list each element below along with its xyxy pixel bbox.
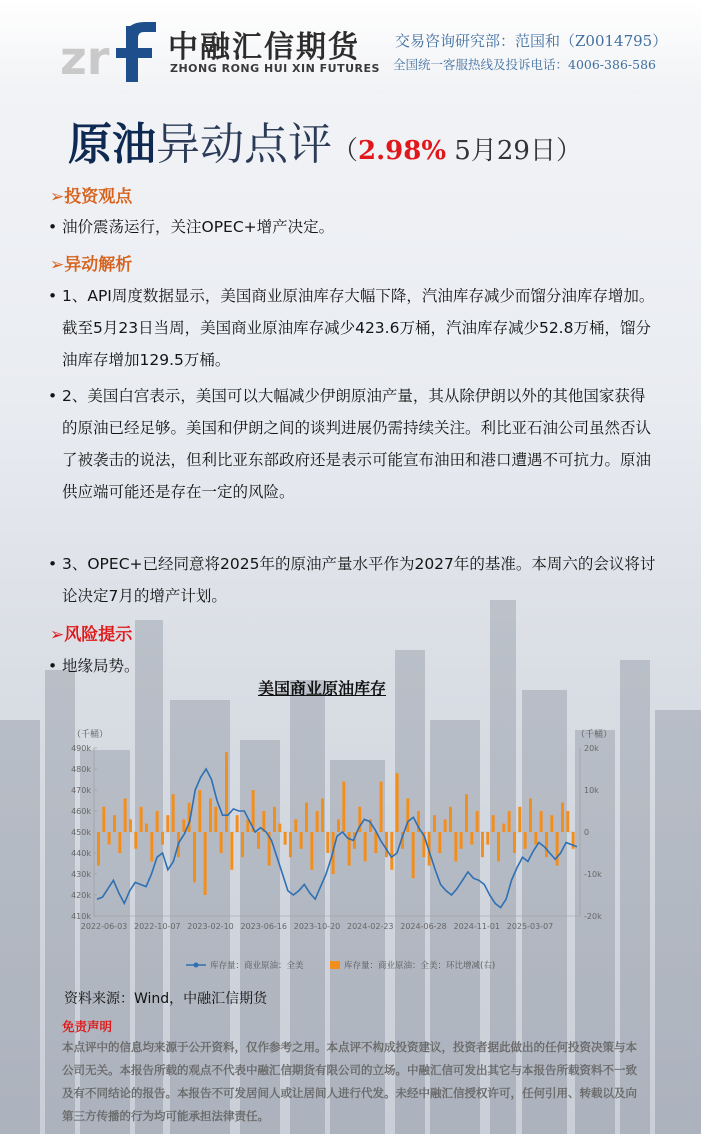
chart-legend (186, 960, 495, 971)
bar-weekly-change (540, 811, 543, 832)
crude-inventory-chart (68, 720, 618, 980)
bar-weekly-change (134, 832, 137, 849)
bar-weekly-change (502, 824, 505, 832)
bar-weekly-change (150, 832, 153, 861)
bar-weekly-change (108, 832, 111, 845)
bullet: • (48, 287, 58, 305)
bar-weekly-change (182, 819, 185, 832)
x-tick-label: 2023-06-16 (240, 922, 287, 931)
bar-weekly-change (497, 832, 500, 861)
bar-weekly-change (310, 832, 313, 870)
bar-weekly-change (278, 824, 281, 832)
bar-weekly-change (534, 832, 537, 845)
bar-weekly-change (412, 832, 415, 878)
bar-weekly-change (566, 811, 569, 832)
bar-weekly-change (225, 752, 228, 832)
bar-weekly-change (518, 807, 521, 832)
bar-weekly-change (321, 798, 324, 832)
bar-weekly-change (513, 832, 516, 853)
bar-weekly-change (374, 832, 377, 853)
company-name-en: ZHONG RONG HUI XIN FUTURES (170, 62, 380, 75)
y-right-tick-label: 0 (584, 828, 590, 837)
y-left-tick-label: 420k (71, 891, 91, 900)
y-right-tick-label: -20k (584, 912, 602, 921)
bullet: • (48, 218, 58, 236)
y-left-tick-label: 450k (71, 828, 91, 837)
analysis-paragraph-1 (48, 280, 658, 376)
bar-weekly-change (326, 832, 329, 853)
disclaimer-text: 本点评中的信息均来源于公开资料，仅作参考之用。本点评不构成投资建议，投资者据此做出的任何投资决策与本公司无关。本报告所载的观点不代表中融汇信期货有限公司的立场。中融汇信可发出其它与本报告所载资料不一致及有不同结论的报告。本报告不可发居间人或让居间人进行代发。未经中融汇信授权许可，任何引用、转载以及向第三方传播的行为均可能承担法律责任。 (62, 1040, 637, 1123)
bar-weekly-change (396, 773, 399, 832)
page-header (0, 0, 701, 95)
bar-weekly-change (166, 815, 169, 832)
bar-weekly-change (348, 832, 351, 866)
bullet: • (48, 555, 58, 573)
bar-weekly-change (465, 794, 468, 832)
y-right-tick-label: 10k (584, 786, 599, 795)
analysis-text-2: 2、美国白宫表示，美国可以大幅减少伊朗原油产量，其从除伊朗以外的其他国家获得的原油已经足够。美国和伊朗之间的谈判进展仍需持续关注。利比亚石油公司虽然否认了被袭击的说法，但利比亚东部政府还是表示可能宣布油田和港口遭遇不可抗力。原油供应端可能还是存在一定的风险。 (62, 387, 652, 501)
title-commodity: 原油 (68, 119, 156, 170)
analysis-text-1: 1、API周度数据显示，美国商业原油库存大幅下降，汽油库存减少而馏分油库存增加。截至5月23日当周，美国商业原油库存减少423.6万桶，汽油库存减少52.8万桶，馏分油库存增加129.5万桶。 (62, 287, 655, 369)
y-left-tick-label: 470k (71, 786, 91, 795)
legend-line: 库存量：商业原油：全美 (210, 961, 304, 971)
y-left-tick-label: 410k (71, 912, 91, 921)
bar-weekly-change (124, 798, 127, 832)
contact-researcher: 交易咨询研究部：范国和（Z0014795） (395, 32, 668, 50)
x-tick-label: 2024-06-28 (400, 922, 447, 931)
analysis-text-3: 3、OPEC+已经同意将2025年的原油产量水平作为2027年的基准。本周六的会议将讨论决定7月的增产计划。 (62, 555, 656, 605)
bar-weekly-change (460, 832, 463, 849)
bar-weekly-change (486, 832, 489, 845)
bar-weekly-change (390, 832, 393, 870)
bar-weekly-change (561, 803, 564, 832)
bar-weekly-change (284, 832, 287, 845)
bar-weekly-change (214, 807, 217, 832)
bar-weekly-change (198, 790, 201, 832)
bar-weekly-change (294, 819, 297, 832)
bar-weekly-change (454, 832, 457, 861)
chart-title: 美国商业原油库存 (258, 679, 387, 698)
x-tick-label: 2024-11-01 (453, 922, 500, 931)
right-unit-label: （千桶） (576, 730, 613, 740)
bar-weekly-change (257, 832, 260, 849)
bar-weekly-change (492, 815, 495, 832)
bar-weekly-change (241, 832, 244, 857)
company-name-cn: 中融汇信期货 (168, 30, 360, 65)
bar-weekly-change (193, 832, 196, 882)
bar-weekly-change (470, 832, 473, 845)
bar-weekly-change (140, 807, 143, 832)
y-left-tick-label: 490k (71, 744, 91, 753)
analysis-paragraph-2 (48, 380, 658, 508)
analysis-paragraph-3 (48, 548, 658, 612)
bar-weekly-change (385, 832, 388, 857)
bar-weekly-change (545, 832, 548, 857)
bar-weekly-change (433, 815, 436, 832)
title-date: 5月29日） (446, 136, 582, 166)
page-title (68, 108, 582, 172)
y-left-tick-label: 440k (71, 849, 91, 858)
bar-weekly-change (364, 832, 367, 861)
legend-bar: 库存量：商业原油：全美：环比增减(右) (344, 961, 496, 971)
bar-weekly-change (209, 798, 212, 832)
bar-weekly-change (481, 832, 484, 857)
x-tick-label: 2022-10-07 (134, 922, 181, 931)
y-left-tick-label: 460k (71, 807, 91, 816)
bar-weekly-change (476, 811, 479, 832)
bar-weekly-change (524, 832, 527, 849)
bar-weekly-change (380, 782, 383, 832)
bar-weekly-change (273, 807, 276, 832)
bar-weekly-change (438, 832, 441, 853)
bar-weekly-change (305, 803, 308, 832)
section-heading-analysis: ➢异动解析 (50, 255, 133, 275)
bar-weekly-change (550, 815, 553, 832)
title-subject: 异动点评 (156, 119, 332, 170)
y-left-tick-label: 480k (71, 765, 91, 774)
bar-weekly-change (508, 811, 511, 832)
disclaimer-title: 免责声明 (62, 1019, 113, 1034)
view-paragraph (48, 211, 658, 243)
contact-hotline: 全国统一客服热线及投诉电话：4006-386-586 (393, 57, 656, 72)
bar-weekly-change (444, 819, 447, 832)
bullet: • (48, 387, 58, 405)
series-line-inventory (97, 769, 577, 908)
bar-weekly-change (220, 832, 223, 853)
y-right-tick-label: -10k (584, 870, 602, 879)
title-change-pct: 2.98% (358, 136, 447, 166)
bar-weekly-change (204, 832, 207, 895)
y-right-tick-label: 20k (584, 744, 599, 753)
bar-weekly-change (161, 832, 164, 845)
bar-weekly-change (300, 832, 303, 849)
section-heading-risk: ➢风险提示 (50, 625, 133, 645)
data-source: 资料来源：Wind，中融汇信期货 (64, 991, 268, 1007)
risk-text: 地缘局势。 (62, 657, 140, 675)
bar-weekly-change (145, 824, 148, 832)
bar-weekly-change (337, 819, 340, 832)
bar-weekly-change (129, 819, 132, 832)
bar-weekly-change (113, 815, 116, 832)
bullet: • (48, 657, 58, 675)
x-tick-label: 2025-03-07 (506, 922, 554, 931)
view-text: 油价震荡运行，关注OPEC+增产决定。 (62, 218, 335, 236)
svg-text:zr: zr (60, 31, 110, 84)
y-left-tick-label: 430k (71, 870, 91, 879)
bar-weekly-change (342, 782, 345, 832)
x-tick-label: 2022-06-03 (80, 922, 128, 931)
x-tick-label: 2023-10-20 (293, 922, 341, 931)
left-unit-label: （千桶） (72, 730, 109, 740)
bar-weekly-change (236, 815, 239, 832)
section-heading-view: ➢投资观点 (50, 187, 133, 207)
bar-weekly-change (529, 798, 532, 832)
bar-weekly-change (118, 832, 121, 853)
x-tick-label: 2023-02-10 (187, 922, 234, 931)
bar-weekly-change (289, 832, 292, 857)
bar-weekly-change (556, 832, 559, 866)
bar-weekly-change (449, 807, 452, 832)
bar-weekly-change (316, 811, 319, 832)
bar-weekly-change (97, 832, 100, 866)
bar-weekly-change (156, 811, 159, 832)
bar-weekly-change (102, 807, 105, 832)
x-tick-label: 2024-02-23 (347, 922, 394, 931)
bar-weekly-change (406, 798, 409, 832)
bar-weekly-change (230, 832, 233, 870)
bar-weekly-change (172, 794, 175, 832)
title-paren: （ (332, 136, 359, 166)
company-logo-icon (60, 22, 170, 84)
